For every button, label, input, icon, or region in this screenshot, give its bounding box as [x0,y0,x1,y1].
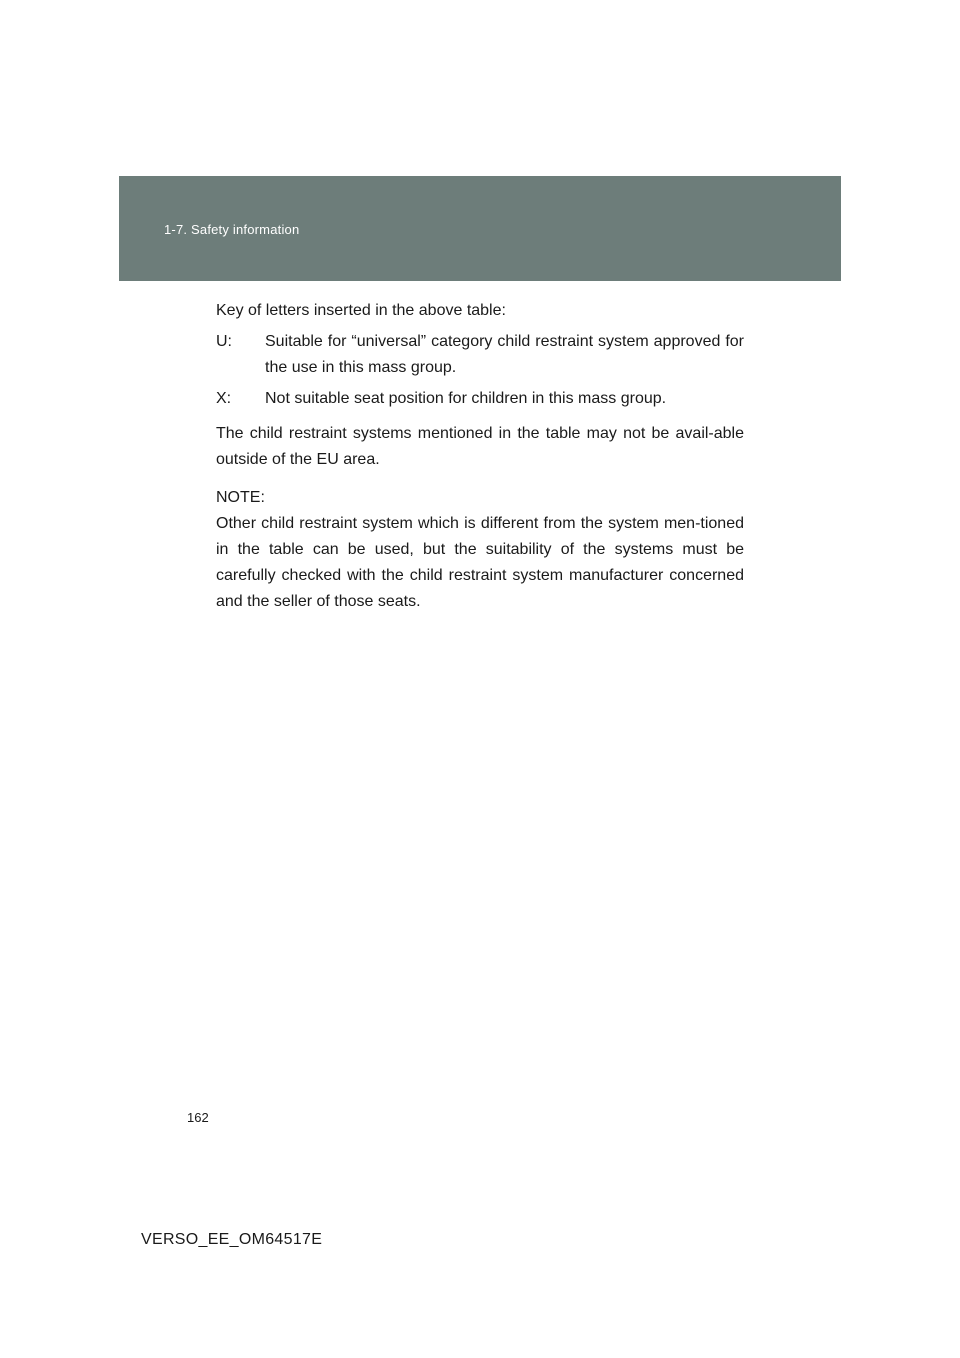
availability-paragraph: The child restraint systems mentioned in the table may not be avail-able outside of the EU area. [216,425,744,468]
key-item-x [216,386,744,412]
key-item-u [216,329,744,381]
key-description: Suitable for “universal” category child restraint system approved for the use in this mass group. [265,333,744,376]
key-intro-text: Key of letters inserted in the above table: [216,302,506,319]
page-number: 162 [187,1110,209,1125]
key-letter: U: [216,333,232,350]
note-paragraph: Other child restraint system which is different from the system men-tioned in the table can be used, but the suitability of the systems must be carefully checked with the child restraint system manufacturer concerned and the seller of those seats. [216,515,744,610]
document-code: VERSO_EE_OM64517E [141,1231,323,1248]
section-header-band [119,176,841,281]
key-letter: X: [216,390,232,407]
section-title: 1-7. Safety information [164,222,300,237]
note-label: NOTE: [216,489,265,506]
page-content [216,298,744,615]
key-description: Not suitable seat position for children in this mass group. [265,390,667,407]
